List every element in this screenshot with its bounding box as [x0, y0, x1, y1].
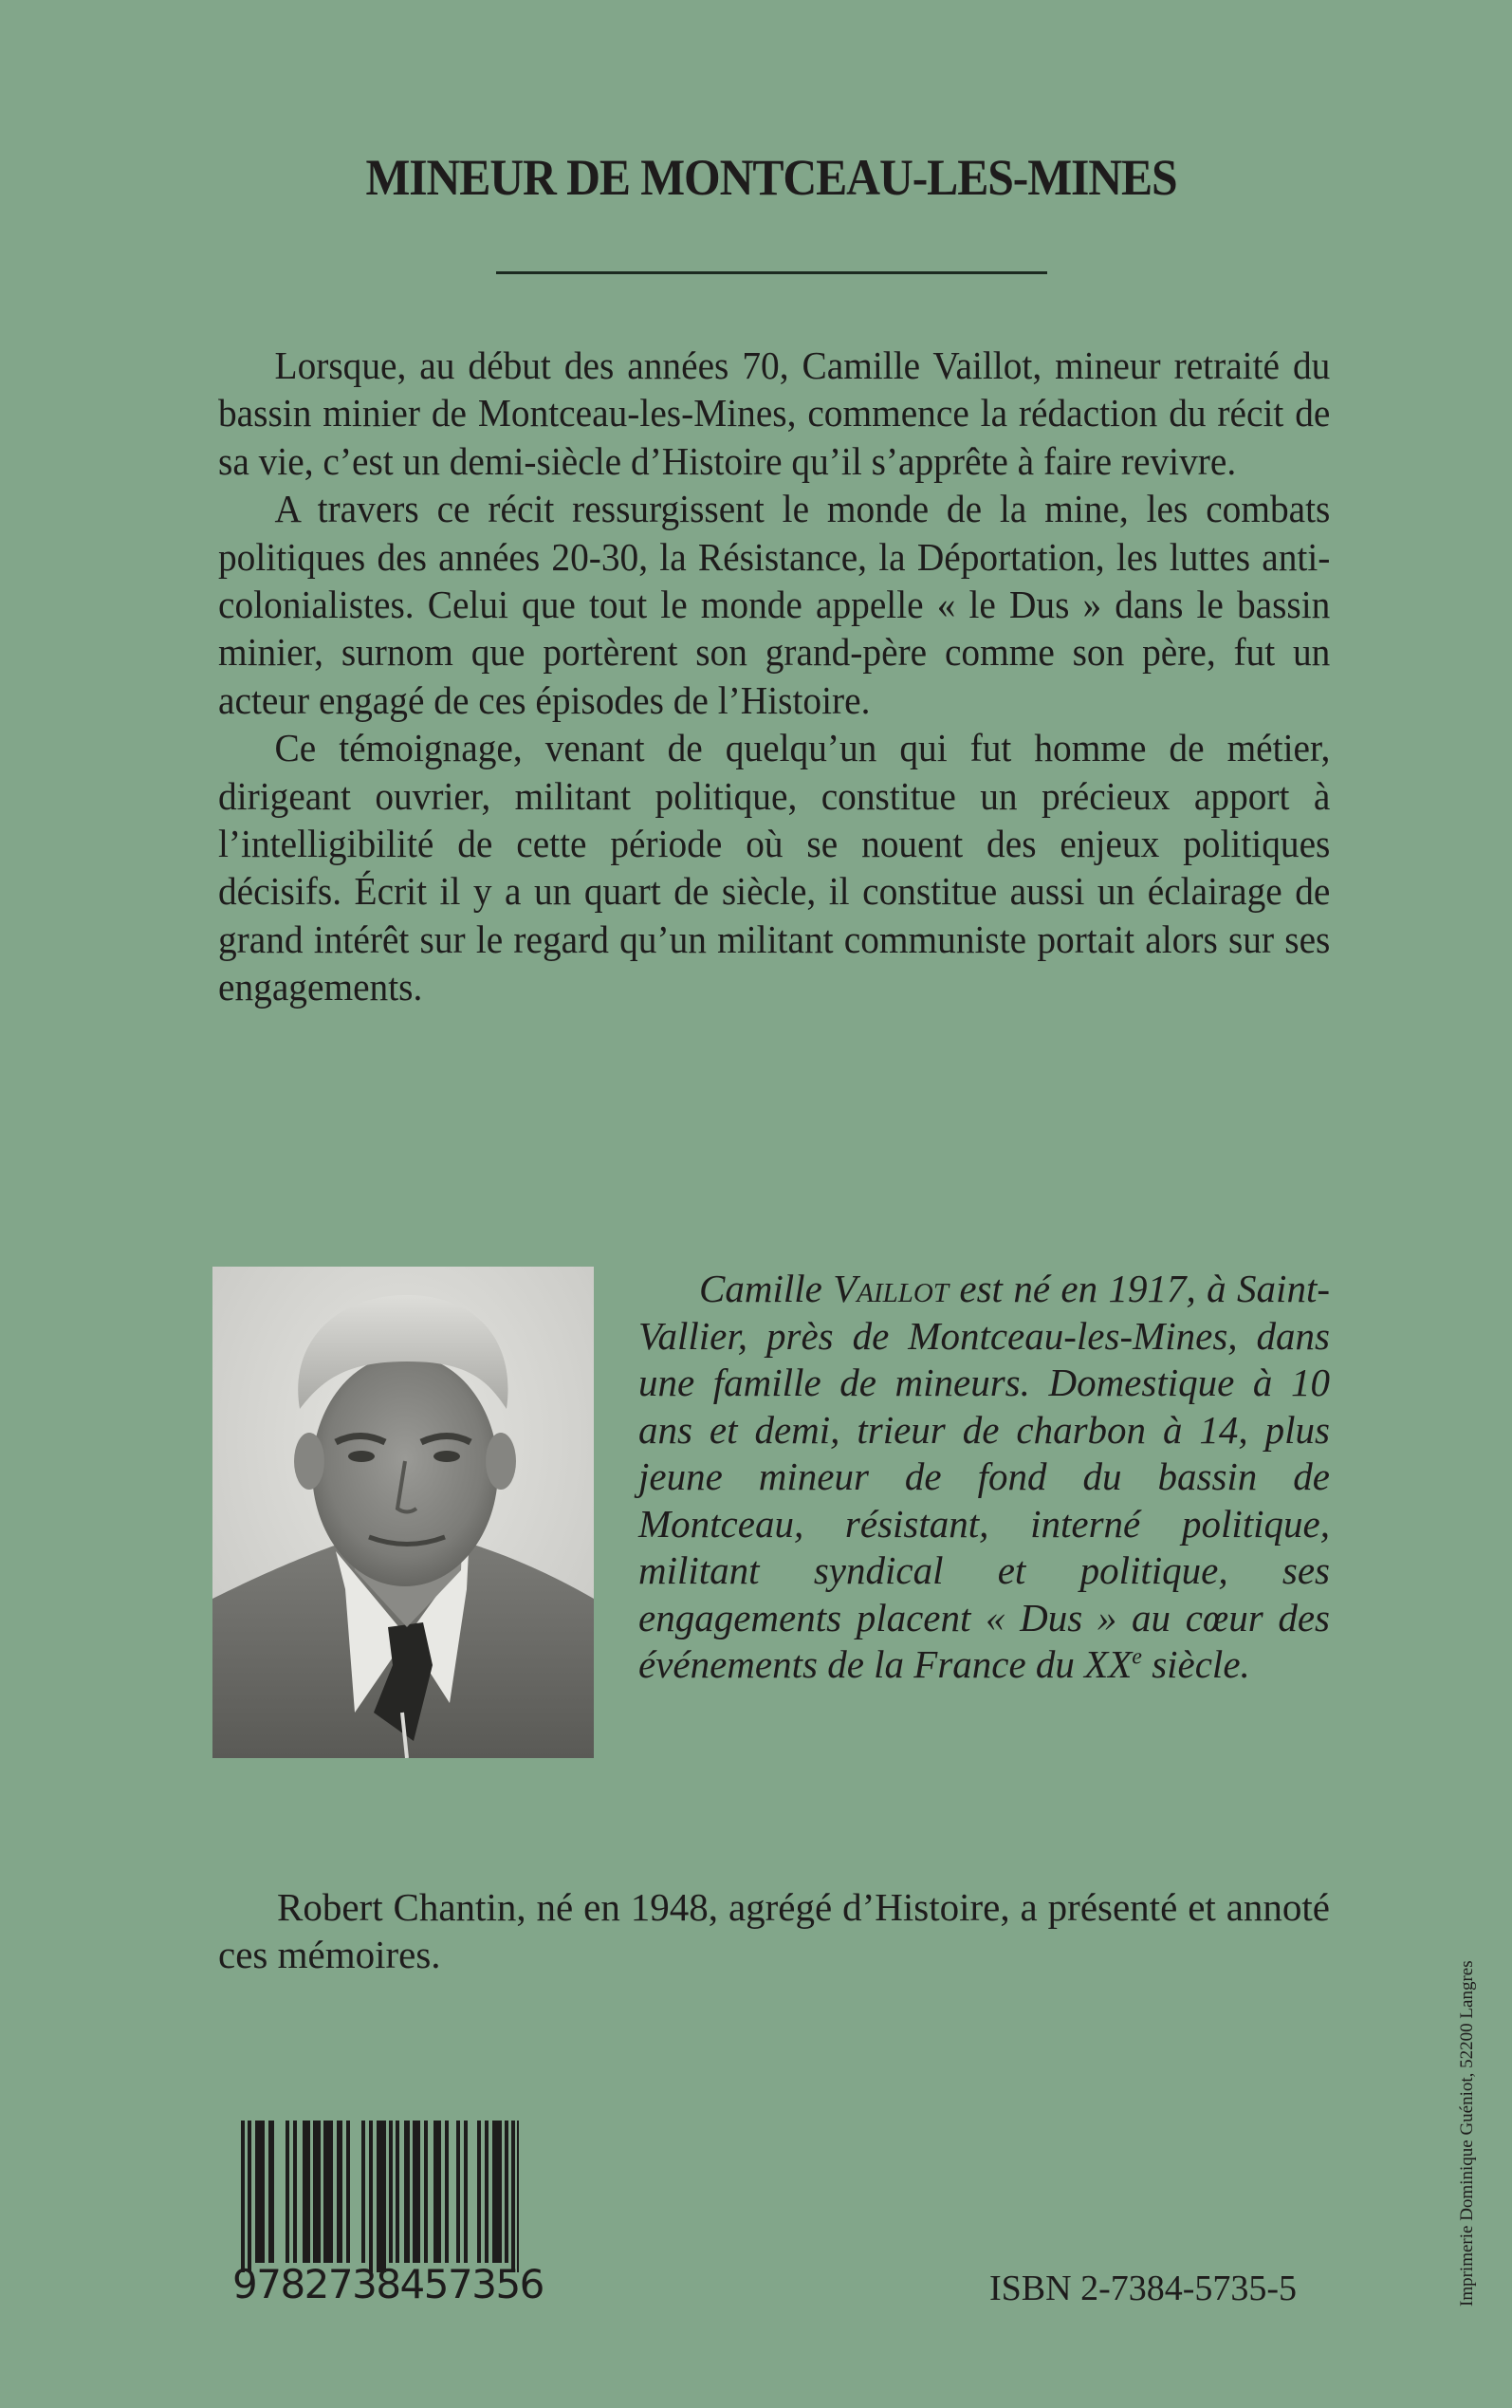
author-bio-text: est né en 1917, à Saint-Vallier, près de Montceau-les-Mines, dans une famille de mineurs. Domestique à 10 ans et demi, trieur de charbon à 14, plus jeune mineur de fond du bassin de Montceau, résistant, interné politique, militant syndical et politique, ses engagements placent « Dus » au cœur des événements de la France du XX [638, 1267, 1330, 1686]
author-bio-paragraph [638, 1266, 1330, 1689]
summary-paragraph: Ce témoignage, venant de quelqu’un qui fut homme de métier, dirigeant ouvrier, militant politique, constitue un précieux apport à l’intelligibilité de cette période où se nouent des enjeux politiques décisifs. Écrit il y a un quart de siècle, il constitue aussi un éclairage de grand intérêt sur le regard qu’un militant communiste portait alors sur ses engagements. [218, 726, 1331, 1010]
author-bio [638, 1266, 1330, 1689]
author-bio-ending: siècle. [1141, 1642, 1250, 1686]
author-first-name: Camille [699, 1267, 834, 1310]
editor-note-text: Robert Chantin, né en 1948, agrégé d’Histoire, a présenté et annoté ces mémoires. [218, 1885, 1330, 1976]
title-divider [496, 271, 1047, 274]
author-last-name: Vaillot [833, 1267, 949, 1310]
editor-note [218, 1883, 1330, 1978]
summary-paragraph: Lorsque, au début des années 70, Camille Vaillot, mineur retraité du bassin minier de Montceau-les-Mines, commence la rédaction du récit de sa vie, c’est un demi-siècle d’Histoire qu’il s’apprête à faire revivre. [218, 343, 1331, 483]
summary-text [218, 342, 1330, 1011]
book-title: MINEUR DE MONTCEAU-LES-MINES [365, 149, 1177, 206]
century-superscript: e [1132, 1644, 1142, 1670]
printer-imprint: Imprimerie Dominique Guéniot, 52200 Langres [1457, 1960, 1477, 2306]
isbn-barcode [232, 2121, 544, 2310]
barcode-bars-icon [234, 2121, 519, 2272]
author-photo [212, 1267, 594, 1758]
isbn-number: ISBN 2-7384-5735-5 [989, 2269, 1298, 2308]
barcode-digits: 9782738457356 [232, 2261, 544, 2307]
portrait-image [212, 1267, 594, 1758]
summary-paragraph: A travers ce récit ressurgissent le monde de la mine, les combats politiques des années 20-30, la Résistance, la Déportation, les luttes anti-colonialistes. Celui que tout le monde appelle « le Dus » dans le bassin minier, surnom que portèrent son grand-père comme son père, fut un acteur engagé de ces épisodes de l’Histoire. [218, 487, 1331, 722]
